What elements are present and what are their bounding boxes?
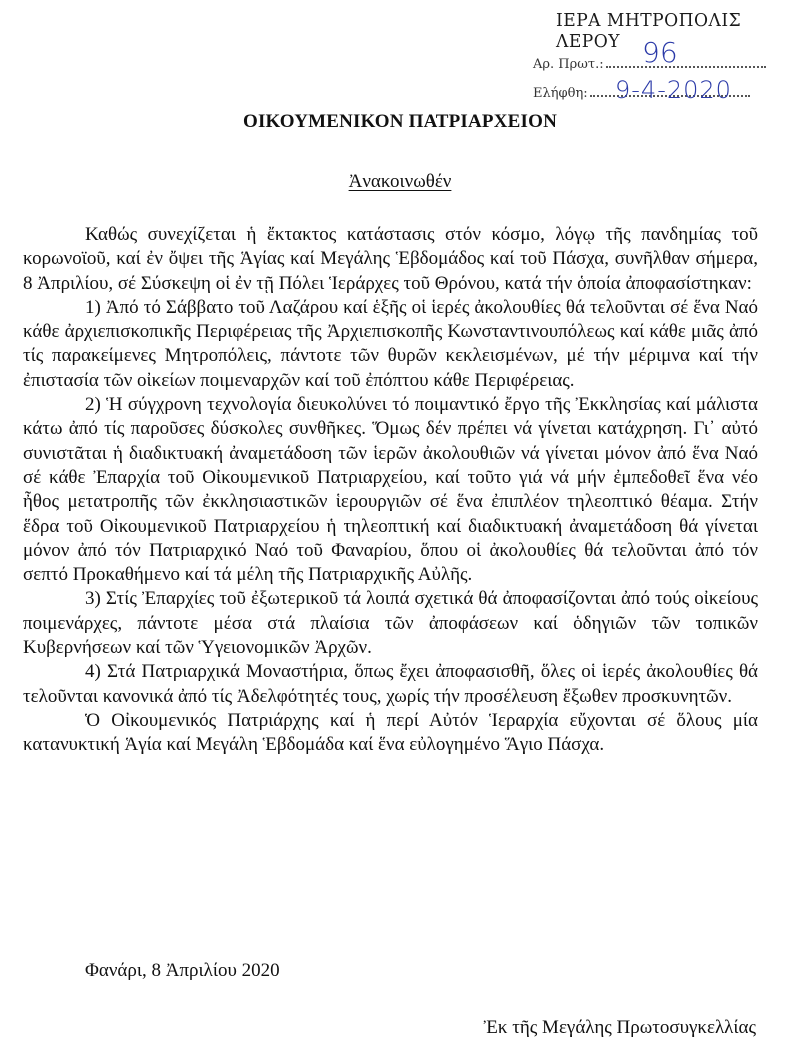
paragraph-point-1: 1) Ἀπό τό Σάββατο τοῦ Λαζάρου καί ἑξῆς οἱ ἱερές ἀκολουθίες θά τελοῦνται σέ ἕνα Ναό κάθε ἀρχιεπισκοπικῆς Περιφέρειας τῆς Ἀρχιεπισκοπῆς Κωνσταντινουπόλεως καί κάθε μιᾶς ἀπό τίς παρακείμενες Μητροπόλεις, πάντοτε τῶν θυρῶν κεκλεισμένων, μέ τήν μέριμνα καί τήν ἐπιστασία τῶν οἰκείων ποιμεναρχῶν καί τοῦ ἐπόπτου κάθε Περιφέρειας. <box>23 296 758 391</box>
paragraph-point-4: 4) Στά Πατριαρχικά Μοναστήρια, ὅπως ἔχει ἀποφασισθῆ, ὅλες οἱ ἱερές ἀκολουθίες θά τελοῦνται κανονικά ἀπό τίς Ἀδελφότητές τους, χωρίς τήν προσέλευση ἔξωθεν προσκυνητῶν. <box>23 661 758 707</box>
paragraph-point-3: 3) Στίς Ἐπαρχίες τοῦ ἐξωτερικοῦ τά λοιπά σχετικά θά ἀποφασίζονται ἀπό τούς οἰκείους ποιμενάρχες, πάντοτε μέσα στά πλαίσια τῶν ἀποφάσεων καί ὁδηγιῶν τῶν τοπικῶν Κυβερνήσεων καί τῶν Ὑγειονομικῶν Ἀρχῶν. <box>23 588 758 659</box>
document-body <box>23 223 758 758</box>
signature-line: Ἐκ τῆς Μεγάλης Πρωτοσυγκελλίας <box>483 1017 756 1038</box>
paragraph-point-2: 2) Ἡ σύγχρονη τεχνολογία διευκολύνει τό ποιμαντικό ἔργο τῆς Ἐκκλησίας καί μάλιστα κάτω ἀπό τίς παροῦσες δύσκολες συνθῆκες. Ὅμως δέν πρέπει νά γίνεται κατάχρηση. Γι᾽ αὐτό συνιστᾶται ἡ διαδικτυακή ἀναμετάδοση τῶν ἱερῶν ἀκολουθιῶν νά γίνεται μόνον ἀπό ἕνα Ναό σέ κάθε Ἐπαρχία τοῦ Οἰκουμενικοῦ Πατριαρχείου, καί τοῦτο γιά νά μήν ἐμπεδοθεῖ ἕνα νέο ἦθος μετατροπῆς τῶν ἐκκλησιαστικῶν ἱερουργιῶν σέ ἕνα ἐπιπλέον τηλεοπτικό θέαμα. Στήν ἕδρα τοῦ Οἰκουμενικοῦ Πατριαρχείου ἡ τηλεοπτική καί διαδικτυακή ἀναμετάδοση θά γίνεται μόνον ἀπό τόν Πατριαρχικό Ναό τοῦ Φαναρίου, ὅπου οἱ ἀκολουθίες θά τελοῦνται ἀπό τόν σεπτό Προκαθήμενο καί τά μέλη τῆς Πατριαρχικῆς Αὐλῆς. <box>23 394 758 586</box>
stamp-protocol-label: Αρ. Πρωτ.: <box>533 57 604 72</box>
handwritten-protocol-number: 96 <box>642 36 678 69</box>
stamp-received-label: Ελήφθη: <box>533 86 588 101</box>
stamp-protocol-dotted-line <box>606 56 766 68</box>
subheading-text: Ἀνακοινωθέν <box>348 171 452 192</box>
paragraph-intro: Καθώς συνεχίζεται ἡ ἔκτακτος κατάστασις στόν κόσμο, λόγῳ τῆς πανδημίας τοῦ κορωνοϊοῦ, καί ἐν ὄψει τῆς Ἁγίας καί Μεγάλης Ἑβδομάδος καί τοῦ Πάσχα, συνῆλθαν σήμερα, 8 Ἀπριλίου, σέ Σύσκεψη οἱ ἐν τῇ Πόλει Ἱεράρχες τοῦ Θρόνου, κατά τήν ὁποία ἀποφασίστηκαν: <box>23 224 758 294</box>
document-heading: ΟΙΚΟΥΜΕΝΙΚΟΝ ΠΑΤΡΙΑΡΧΕΙΟΝ <box>242 111 558 132</box>
paragraph-closing: Ὁ Οἰκουμενικός Πατριάρχης καί ἡ περί Αὐτόν Ἱεραρχία εὔχονται σέ ὅλους μία κατανυκτική Ἁγία καί Μεγάλη Ἑβδομάδα καί ἕνα εὐλογημένο Ἅγιο Πάσχα. <box>23 709 758 756</box>
document-subheading <box>0 171 800 193</box>
received-stamp <box>530 8 800 108</box>
stamp-title: ΙΕΡΑ ΜΗΤΡΟΠΟΛΙΣ ΛΕΡΟΥ <box>556 10 742 52</box>
place-date: Φανάρι, 8 Ἀπριλίου 2020 <box>85 960 280 981</box>
handwritten-received-date: 9-4-2020 <box>615 76 732 104</box>
